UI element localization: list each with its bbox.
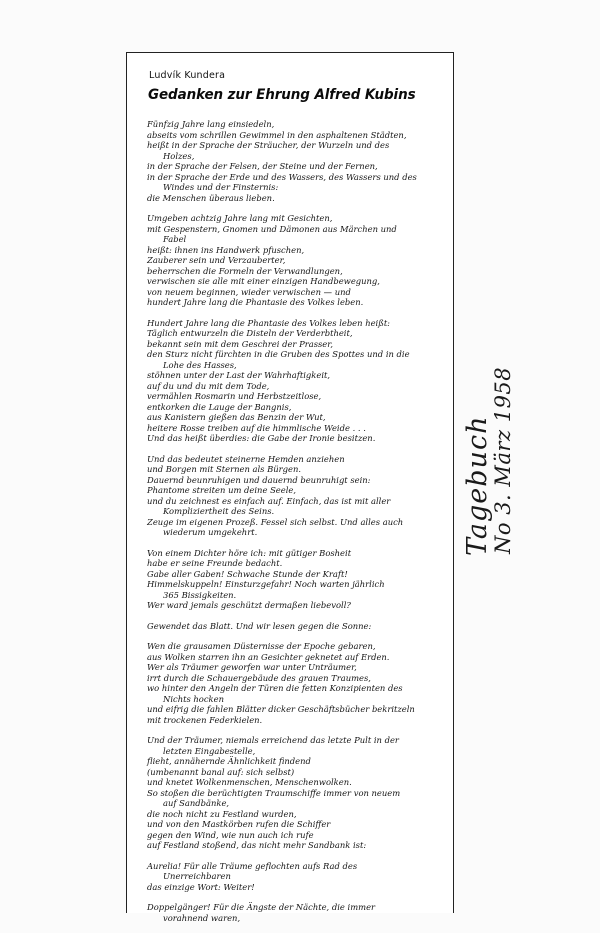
- poem-line: Nichts hocken: [163, 693, 224, 704]
- poem-line: Zauberer sein und Verzauberter,: [147, 255, 286, 265]
- annotation-publication: Tagebuch: [462, 415, 493, 556]
- poem-stanza: [147, 861, 447, 893]
- poem-line: Hundert Jahre lang die Phantasie des Volkes leben heißt:: [147, 317, 391, 328]
- poem-line: Doppelgänger! Für die Ängste der Nächte, die immer: [147, 902, 376, 912]
- poem-line: in der Sprache der Erde und des Wassers, des Wassers und des: [147, 171, 417, 182]
- poem-line: hundert Jahre lang die Phantasie des Volkes leben.: [147, 297, 364, 307]
- poem-line: Holzes,: [163, 150, 195, 161]
- poem-line: mit trockenen Federkielen.: [147, 714, 263, 725]
- poem-stanza: [147, 318, 447, 444]
- poem-line: Wer ward jemals geschützt dermaßen liebevoll?: [147, 600, 351, 610]
- poem-line: vermählen Rosmarin und Herbstzeitlose,: [147, 391, 322, 401]
- poem-line: den Sturz nicht fürchten in die Gruben des Spottes und in die: [147, 349, 410, 359]
- poem-stanza: [147, 213, 447, 308]
- poem-line: beherrschen die Formeln der Verwandlungen,: [147, 265, 343, 276]
- poem-line: und von den Mastkörben rufen die Schiffer: [147, 819, 331, 829]
- poem-line: in der Sprache der Felsen, der Steine und der Fernen,: [147, 161, 378, 171]
- poem-line: auf du und du mit dem Tode,: [147, 380, 270, 391]
- poem-line: habe er seine Freunde bedacht.: [147, 558, 283, 568]
- poem-line: die Menschen überaus lieben.: [147, 192, 275, 203]
- poem-stanza: [147, 641, 447, 725]
- poem-body: [147, 119, 447, 933]
- annotation-issue-date: No 3. März 1958: [491, 366, 515, 554]
- poem-line: Gabe aller Gaben! Schwache Stunde der Kraft!: [147, 568, 348, 579]
- poem-line: Fabel: [163, 234, 187, 244]
- poem-line: heitere Rosse treiben auf die himmlische Weide . . .: [147, 422, 366, 433]
- poem-line: wiederum umgekehrt.: [163, 527, 258, 537]
- poem-line: Kompliziertheit des Seins.: [163, 506, 275, 516]
- poem-line: Und das heißt überdies: die Gabe der Ironie besitzen.: [147, 433, 376, 443]
- poem-stanza: [147, 735, 447, 851]
- poem-line: Von einem Dichter höre ich: mit gütiger Bosheit: [147, 547, 352, 558]
- poem-line: verwischen sie alle mit einer einzigen Handbewegung,: [147, 276, 380, 286]
- poem-line: auf Sandbänke,: [163, 798, 230, 808]
- poem-line: und knetet Wolkenmenschen, Menschenwolken.: [147, 777, 352, 787]
- newspaper-clipping: [126, 52, 454, 923]
- poem-line: wo hinter den Angeln der Türen die fetten Konzipienten des: [147, 683, 403, 693]
- poem-line: 365 Bissigkeiten.: [163, 589, 237, 600]
- poem-line: auf Festland stoßend, das nicht mehr Sandbank ist:: [147, 840, 367, 850]
- poem-line: Himmelskuppeln! Einsturzgefahr! Noch warten jährlich: [147, 579, 385, 589]
- poem-line: gegen den Wind, wie nun auch ich rufe: [147, 829, 314, 840]
- poem-line: aus Kanistern gießen das Benzin der Wut,: [147, 412, 326, 422]
- poem-line: Windes und der Finsternis:: [163, 182, 279, 192]
- poem-line: Und der Träumer, niemals erreichend das letzte Pult in der: [147, 735, 399, 745]
- poem-line: von neuem beginnen, wieder verwischen — und: [147, 286, 351, 297]
- author-name: Ludvík Kundera: [149, 70, 226, 81]
- poem-line: abseits vom schrillen Gewimmel in den asphaltenen Städten,: [147, 129, 407, 140]
- poem-line: Fünfzig Jahre lang einsiedeln,: [147, 119, 275, 129]
- poem-line: Phantome streiten um deine Seele,: [147, 485, 297, 495]
- poem-line: Täglich entwurzeln die Disteln der Verderbtheit,: [147, 328, 353, 338]
- poem-line: und eifrig die fahlen Blätter dicker Geschäftsbücher bekritzeln: [147, 704, 415, 714]
- handwritten-annotation: [462, 367, 515, 556]
- poem-stanza: [147, 902, 447, 923]
- poem-line: Aurelia! Für alle Träume geflochten aufs Rad des: [147, 860, 358, 871]
- poem-line: aus Wolken starren ihn an Gesichter geknetet auf Erden.: [147, 651, 390, 662]
- poem-line: Unerreichbaren: [163, 871, 231, 881]
- poem-line: Wen die grausamen Düsternisse der Epoche gebaren,: [147, 641, 376, 651]
- poem-stanza: [147, 119, 447, 203]
- poem-stanza: [147, 621, 447, 632]
- poem-line: Zeuge im eigenen Prozeß. Fessel sich selbst. Und alles auch: [147, 516, 404, 527]
- poem-line: vorahnend waren,: [163, 912, 241, 923]
- poem-line: stöhnen unter der Last der Wahrhaftigkeit,: [147, 370, 331, 380]
- article-title: Gedanken zur Ehrung Alfred Kubins: [148, 87, 416, 103]
- poem-line: das einzige Wort: Weiter!: [147, 881, 255, 892]
- poem-line: Lohe des Hasses,: [163, 359, 237, 370]
- poem-line: und Borgen mit Sternen als Bürgen.: [147, 464, 302, 474]
- poem-line: letzten Eingabestelle,: [163, 745, 256, 756]
- poem-line: So stoßen die berüchtigten Traumschiffe immer von neuem: [147, 787, 401, 798]
- poem-line: Und das bedeutet steinerne Hemden anziehen: [147, 453, 345, 464]
- poem-line: flieht, annähernde Ähnlichkeit findend: [147, 756, 311, 766]
- poem-line: Dauernd beunruhigen und dauernd beunruhigt sein:: [147, 474, 371, 485]
- poem-stanza: [147, 454, 447, 538]
- poem-line: entkorken die Lauge der Bangnis,: [147, 401, 292, 412]
- poem-stanza: [147, 548, 447, 611]
- poem-line: mit Gespenstern, Gnomen und Dämonen aus Märchen und: [147, 223, 397, 234]
- poem-line: Umgeben achtzig Jahre lang mit Gesichten,: [147, 213, 333, 223]
- poem-line: Wer als Träumer geworfen war unter Unträumer,: [147, 662, 357, 672]
- poem-line: bekannt sein mit dem Geschrei der Prasser,: [147, 338, 333, 349]
- poem-line: heißt in der Sprache der Sträucher, der Wurzeln und des: [147, 140, 390, 150]
- poem-line: die noch nicht zu Festland wurden,: [147, 808, 297, 819]
- poem-line: (umbenannt banal auf: sich selbst): [147, 766, 295, 777]
- poem-line: irrt durch die Schauergebäude des grauen Traumes,: [147, 672, 371, 683]
- poem-line: heißt: ihnen ins Handwerk pfuschen,: [147, 244, 305, 255]
- poem-line: und du zeichnest es einfach auf. Einfach, das ist mit aller: [147, 495, 391, 506]
- poem-line: Gewendet das Blatt. Und wir lesen gegen die Sonne:: [147, 620, 372, 631]
